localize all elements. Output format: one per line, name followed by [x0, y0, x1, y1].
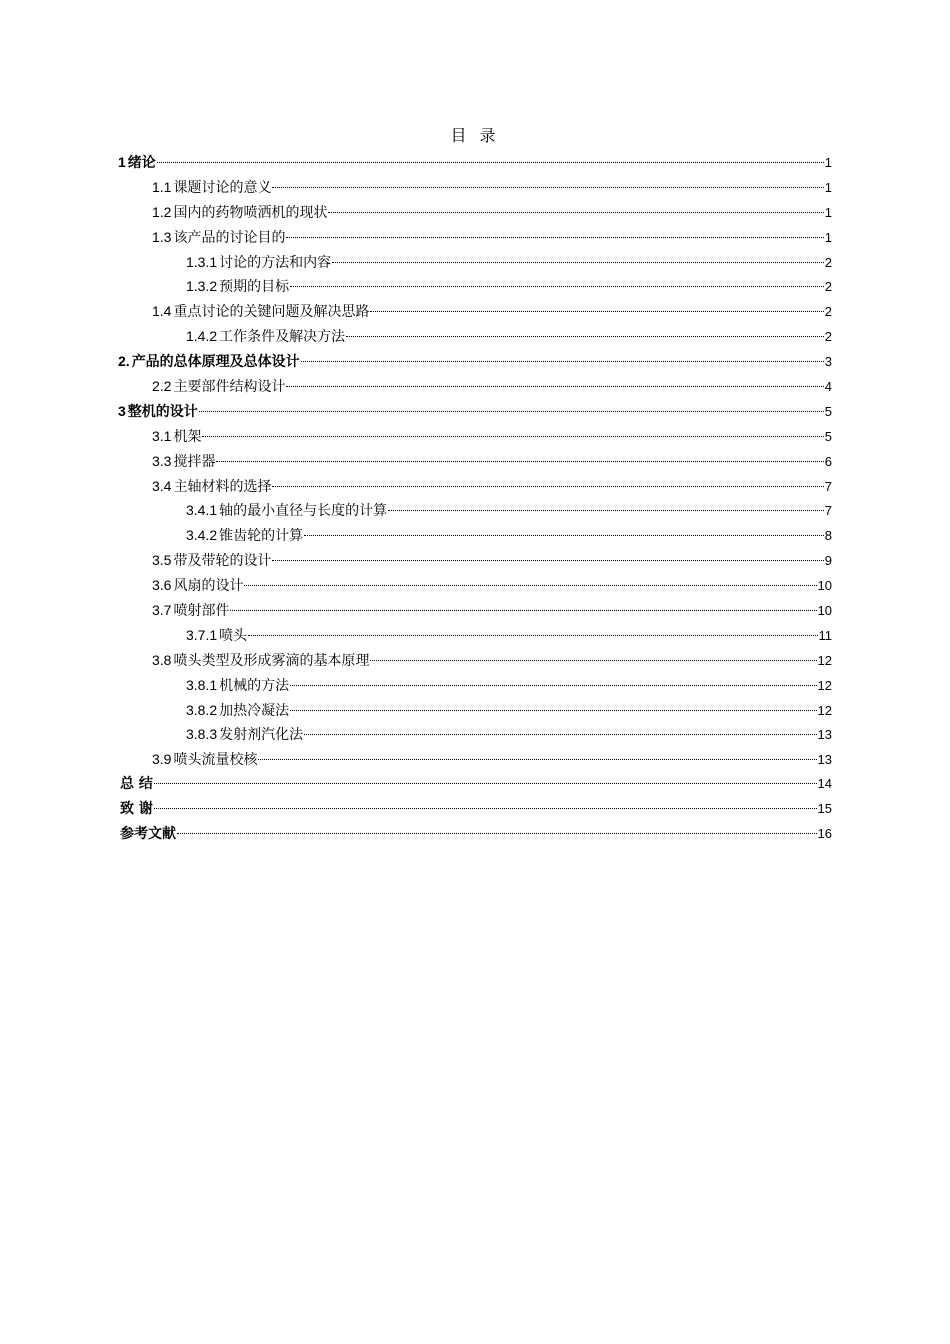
toc-entry[interactable] [118, 698, 832, 723]
toc-entry[interactable] [118, 424, 832, 449]
toc-entry-number: 3 [118, 402, 126, 419]
toc-entry-page-number: 5 [824, 403, 832, 419]
toc-entry-page-number: 2 [824, 329, 832, 345]
toc-entry-page-number: 11 [818, 627, 832, 643]
toc-entry-page-number: 10 [817, 578, 832, 594]
toc-entry-label: 主要部件结构设计 [173, 379, 286, 396]
toc-entry-page-number: 2 [824, 254, 832, 270]
toc-entry-label: 锥齿轮的计算 [219, 528, 304, 545]
toc-entry-number: 3.7.1 [186, 626, 218, 643]
toc-entry-number: 3.8.1 [186, 676, 218, 693]
toc-entry-label: 主轴材料的选择 [173, 478, 272, 495]
toc-entry-page-number: 6 [824, 453, 832, 469]
toc-entry-number: 3.8.3 [186, 726, 218, 743]
toc-dot-leader [286, 386, 823, 387]
toc-entry-number: 1.3.2 [186, 278, 218, 295]
toc-entry[interactable] [118, 673, 832, 698]
toc-entry-label: 喷头流量校核 [173, 752, 258, 769]
toc-entry-number: 2. [118, 353, 130, 370]
toc-entry[interactable] [118, 598, 832, 623]
toc-entry[interactable] [118, 200, 832, 225]
toc-dot-leader [272, 187, 823, 188]
toc-entry-number: 3.1 [152, 427, 172, 444]
toc-dot-leader [157, 162, 824, 163]
toc-entry-number: 1.2 [152, 203, 172, 220]
toc-entry-number: 1.3 [152, 228, 172, 245]
toc-entry[interactable] [118, 399, 832, 424]
toc-entry-label: 机械的方法 [219, 677, 290, 694]
toc-entry-number: 3.8.2 [186, 701, 218, 718]
toc-entry-label: 产品的总体原理及总体设计 [131, 354, 300, 371]
toc-entry[interactable] [118, 548, 832, 573]
toc-entry-page-number: 2 [824, 279, 832, 295]
toc-entry-number: 1.1 [152, 178, 172, 195]
toc-entry-label: 课题讨论的意义 [173, 179, 272, 196]
toc-entry[interactable] [118, 772, 832, 797]
toc-entry-label: 致 谢 [120, 801, 153, 818]
toc-entry-number: 3.4 [152, 477, 172, 494]
toc-entry-page-number: 7 [824, 503, 832, 519]
toc-dot-leader [202, 436, 823, 437]
toc-entry-label: 整机的设计 [127, 403, 198, 420]
toc-entry[interactable] [118, 822, 832, 847]
toc-dot-leader [244, 585, 816, 586]
toc-entry-page-number: 3 [824, 354, 832, 370]
toc-title: 目 录 [450, 126, 500, 145]
toc-entry-number: 2.2 [152, 378, 172, 395]
toc-entry-number: 1.3.1 [186, 253, 218, 270]
toc-entry-page-number: 2 [824, 304, 832, 320]
toc-entry-page-number: 4 [824, 379, 832, 395]
toc-entry-number: 3.8 [152, 651, 172, 668]
toc-dot-leader [199, 411, 824, 412]
toc-entry-label: 喷头类型及形成雾滴的基本原理 [173, 652, 370, 669]
toc-entry-number: 1.4.2 [186, 328, 218, 345]
toc-entry[interactable] [118, 299, 832, 324]
toc-entry-page-number: 16 [817, 826, 832, 842]
toc-entry-number: 3.3 [152, 452, 172, 469]
toc-entry-page-number: 5 [824, 428, 832, 444]
toc-entry-label: 重点讨论的关键问题及解决思路 [173, 304, 370, 321]
toc-entry[interactable] [118, 449, 832, 474]
toc-dot-leader [290, 685, 816, 686]
toc-dot-leader [272, 560, 823, 561]
toc-entry[interactable] [118, 374, 832, 399]
toc-entry-page-number: 1 [824, 179, 832, 195]
toc-entry-label: 工作条件及解决方法 [219, 329, 346, 346]
toc-entry[interactable] [118, 797, 832, 822]
toc-entry-label: 预期的目标 [219, 279, 290, 296]
toc-entry-number: 3.7 [152, 602, 172, 619]
toc-dot-leader [304, 734, 816, 735]
toc-entry-page-number: 13 [817, 727, 832, 743]
toc-dot-leader [258, 759, 816, 760]
table-of-contents [118, 150, 832, 847]
toc-entry[interactable] [118, 573, 832, 598]
toc-entry[interactable] [118, 648, 832, 673]
toc-dot-leader [346, 336, 824, 337]
toc-entry[interactable] [118, 250, 832, 275]
toc-entry[interactable] [118, 623, 832, 648]
toc-dot-leader [332, 262, 824, 263]
toc-entry[interactable] [118, 274, 832, 299]
toc-entry-label: 参考文献 [120, 826, 176, 843]
toc-entry-page-number: 12 [817, 677, 832, 693]
toc-entry-page-number: 10 [817, 603, 832, 619]
toc-dot-leader [388, 510, 824, 511]
toc-entry-number: 3.4.1 [186, 502, 218, 519]
toc-entry-label: 喷头 [219, 627, 248, 644]
toc-dot-leader [230, 610, 816, 611]
toc-entry[interactable] [118, 722, 832, 747]
toc-dot-leader [272, 486, 823, 487]
toc-entry-label: 风扇的设计 [173, 578, 244, 595]
toc-entry-label: 该产品的讨论目的 [173, 229, 286, 246]
toc-entry-label: 带及带轮的设计 [173, 553, 272, 570]
toc-entry[interactable] [118, 225, 832, 250]
toc-entry[interactable] [118, 523, 832, 548]
toc-entry-number: 3.4.2 [186, 527, 218, 544]
toc-entry-page-number: 1 [824, 229, 832, 245]
toc-entry[interactable] [118, 150, 832, 175]
toc-entry-page-number: 1 [824, 204, 832, 220]
toc-dot-leader [304, 535, 824, 536]
toc-entry-label: 讨论的方法和内容 [219, 254, 332, 271]
toc-entry-label: 轴的最小直径与长度的计算 [219, 503, 388, 520]
toc-dot-leader [301, 361, 824, 362]
toc-entry-label: 搅拌器 [173, 453, 216, 470]
toc-entry-page-number: 8 [824, 528, 832, 544]
toc-entry-number: 1 [118, 154, 126, 170]
toc-entry-number: 3.9 [152, 751, 172, 768]
toc-entry[interactable] [118, 175, 832, 200]
toc-entry-number: 1.4 [152, 303, 172, 320]
toc-entry[interactable] [118, 498, 832, 523]
toc-dot-leader [290, 710, 816, 711]
toc-entry-page-number: 12 [817, 652, 832, 668]
toc-entry-page-number: 13 [817, 752, 832, 768]
toc-entry-label: 发射剂汽化法 [219, 727, 304, 744]
toc-entry-label: 总 结 [120, 776, 153, 793]
toc-entry[interactable] [118, 324, 832, 349]
toc-entry-number: 3.5 [152, 552, 172, 569]
toc-dot-leader [216, 461, 823, 462]
toc-entry-page-number: 14 [817, 776, 832, 792]
toc-entry-label: 国内的药物喷洒机的现状 [173, 204, 328, 221]
toc-dot-leader [290, 286, 824, 287]
toc-dot-leader [154, 808, 817, 809]
toc-entry-page-number: 7 [824, 478, 832, 494]
toc-entry-page-number: 12 [817, 702, 832, 718]
toc-entry[interactable] [118, 349, 832, 374]
toc-entry-label: 绪论 [127, 155, 156, 171]
toc-entry-page-number: 9 [824, 553, 832, 569]
toc-dot-leader [248, 635, 817, 636]
toc-entry-number: 3.6 [152, 577, 172, 594]
toc-dot-leader [370, 660, 816, 661]
toc-dot-leader [286, 237, 823, 238]
toc-dot-leader [154, 783, 817, 784]
toc-entry-page-number: 15 [817, 801, 832, 817]
toc-dot-leader [328, 212, 823, 213]
toc-dot-leader [370, 311, 823, 312]
toc-dot-leader [177, 833, 817, 834]
toc-entry-label: 机架 [173, 428, 202, 445]
toc-entry-label: 加热冷凝法 [219, 702, 290, 719]
toc-entry-page-number: 1 [824, 155, 832, 170]
toc-entry[interactable] [118, 747, 832, 772]
toc-entry-label: 喷射部件 [173, 603, 230, 620]
toc-entry[interactable] [118, 474, 832, 499]
